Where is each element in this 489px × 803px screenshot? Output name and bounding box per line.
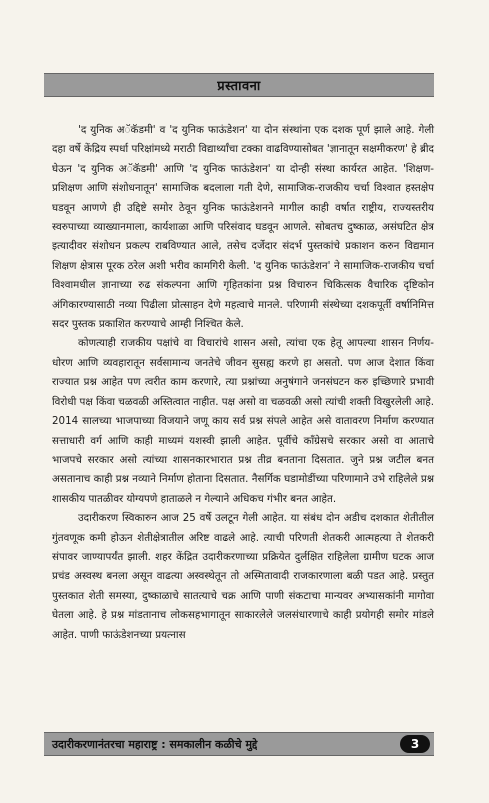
paragraph-3: उदारीकरण स्विकारुन आज 25 वर्षे उलटून गेली आहेत. या संबंध दोन अडीच दशकात शेतीतील गुंतवणूक कमी होऊन शेतीक्षेत्रातील अरिष्ट वाढले आहे. त्याची परिणती शेतकरी आत्महत्या ते शेतकरी संपावर जाण्यापर्यंत झाली. शहर केंद्रित उदारीकरणाच्या प्रक्रियेत दुर्लक्षित राहिलेला ग्रामीण घटक आज प्रचंड अस्वस्थ बनला असून वाढत्या अस्वस्थेतून तो अस्मितावादी राजकारणाला बळी पडत आहे. प्रस्तुत पुस्तकात शेती समस्या, दुष्काळाचे सातत्याचे चक्र आणि पाणी संकटाचा मान्यवर अभ्यासकांनी मागोवा घेतला आहे. हे प्रश्न मांडतानाच लोकसहभागातून साकारलेले जलसंधारणाचे काही प्रयोगही समोर मांडले आहेत. पाणी फाऊंडेशनच्या प्रयत्नास <box>52 512 434 641</box>
footer-bar <box>44 732 434 756</box>
heading-bar <box>44 73 434 97</box>
page-number: 3 <box>400 735 430 753</box>
body-text <box>52 121 434 645</box>
paragraph-2: कोणत्याही राजकीय पक्षांचे वा विचारांचे शासन असो, त्यांचा एक हेतू आपल्या शासन निर्णय-धोरण आणि व्यवहारातून सर्वसामान्य जनतेचे जीवन सुसह्य करणे हा असतो. पण आज देशात किंवा राज्यात प्रश्न आहेत पण त्वरीत काम करणारे, त्या प्रश्नांच्या अनुषंगाने जनसंघटन करु इच्छिणारे प्रभावी विरोधी पक्ष किंवा चळवळी अस्तित्वात नाहीत. पक्ष असो वा चळवळी असो त्यांची शक्ती विखुरलेली आहे. 2014 सालच्या भाजपाच्या विजयाने जणू काय सर्व प्रश्न संपले आहेत असे वातावरण निर्माण करण्यात सत्ताधारी वर्ग आणि काही माध्यमं यशस्वी झाली आहेत. पूर्वीचे काँग्रेसचे सरकार असो वा आताचे भाजपचे सरकार असो त्यांच्या शासनकारभारात प्रश्न तीव्र बनताना दिसतात. जुने प्रश्न जटील बनत असतानाच काही प्रश्न नव्याने निर्माण होताना दिसतात. नैसर्गिक घडामोडींच्या परिणामाने उभे राहिलेले प्रश्न शासकीय पातळीवर योग्यपणे हाताळले न गेल्याने अधिकच गंभीर बनत आहेत. <box>52 337 434 505</box>
paragraph-1: 'द युनिक अॅकॅडमी' व 'द युनिक फाऊंडेशन' या दोन संस्थांना एक दशक पूर्ण झाले आहे. गेली दहा वर्षे केंद्रिय स्पर्धा परिक्षांमध्ये मराठी विद्यार्थ्यांचा टक्का वाढविण्यासोबत 'ज्ञानातून सक्षमीकरण' हे ब्रीद घेऊन 'द युनिक अॅकॅडमी' आणि 'द युनिक फाऊंडेशन' या दोन्ही संस्था कार्यरत आहेत. 'शिक्षण-प्रशिक्षण आणि संशोधनातून' सामाजिक बदलाला गती देणे, सामाजिक-राजकीय चर्चा विश्वात हस्तक्षेप घडवून आणणे ही उद्दिष्टे समोर ठेवून युनिक फाऊंडेशनने मागील काही वर्षात राष्ट्रीय, राज्यस्तरीय स्वरुपाच्या व्याख्यानमाला, कार्यशाळा आणि परिसंवाद घडवून आणले. सोबतच दुष्काळ, असंघटित क्षेत्र इत्यादीवर संशोधन प्रकल्प राबविण्यात आले, तसेच दर्जेदार संदर्भ पुस्तकांचे प्रकाशन करुन विद्यमान शिक्षण क्षेत्रास पूरक ठरेल अशी भरीव कामगिरी केली. 'द युनिक फाऊंडेशन' ने सामाजिक-राजकीय चर्चा विश्वामधील ज्ञानाच्या रुढ संकल्पना आणि गृहितकांना प्रश्न विचारुन चिकित्सक वैचारिक दृष्टिकोन अंगिकारण्यासाठी नव्या पिढीला प्रोत्साहन देणे महत्वाचे मानले. परिणामी संस्थेच्या दशकपूर्ती वर्षानिमित्त सदर पुस्तक प्रकाशित करण्याचे आम्ही निश्चित केले. <box>52 124 434 331</box>
footer-title: उदारीकरणानंतरचा महाराष्ट्र : समकालीन कळीचे मुद्दे <box>52 737 258 751</box>
page-heading: प्रस्तावना <box>217 79 261 94</box>
